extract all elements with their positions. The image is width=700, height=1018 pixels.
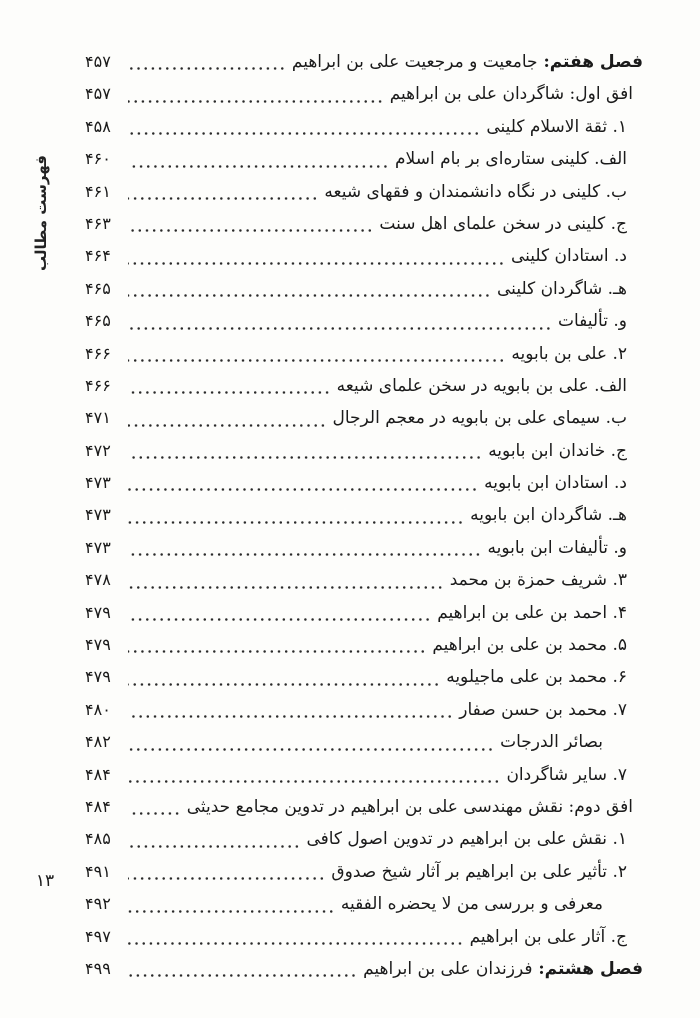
toc-entry-title (506, 759, 627, 791)
toc-entry-page-number: ۴۶۴ (85, 246, 111, 266)
toc-entry-title (459, 694, 627, 726)
toc-entry-title (558, 305, 627, 337)
toc-entry-title (470, 921, 627, 953)
toc-entry (85, 305, 643, 337)
toc-entry-title-text: ۷. سایر شاگردان (506, 764, 627, 785)
toc-entry (85, 629, 643, 661)
toc-entry-title-text: ۵. محمد بن علی بن ابراهیم (432, 635, 627, 656)
toc-entry-title-text: هـ. شاگردان ابن بابویه (470, 505, 627, 526)
dot-leader (128, 499, 464, 531)
toc-entry-title (363, 953, 643, 985)
toc-entry-page-number: ۴۶۵ (85, 311, 111, 331)
toc-entry-page-number: ۴۹۷ (85, 926, 111, 946)
toc-entry (85, 564, 643, 596)
toc-entry-page-number: ۴۵۷ (85, 84, 111, 104)
toc-entry-page-number: ۴۷۳ (85, 537, 111, 557)
toc-entry (85, 597, 643, 629)
toc-entry-title-text: ۱. نقش علی بن ابراهیم در تدوین اصول کافی (306, 829, 627, 850)
toc-entry-title (337, 370, 627, 402)
dot-leader (128, 111, 480, 143)
dot-leader (128, 532, 482, 564)
toc-entry-title-text: هـ. شاگردان کلینی (497, 278, 627, 299)
dot-leader (128, 726, 494, 758)
dot-leader (128, 435, 482, 467)
dot-leader (128, 921, 464, 953)
toc-entry-page-number: ۴۸۵ (85, 829, 111, 849)
toc-entry-title-text: و. تألیفات (557, 311, 627, 332)
toc-entry-title (484, 467, 627, 499)
toc-entry-page-number: ۴۸۴ (85, 764, 111, 784)
toc-entry-title-text: بصائر الدرجات (500, 732, 603, 753)
toc-entry-page-number: ۴۸۰ (85, 699, 111, 719)
dot-leader (128, 759, 500, 791)
toc-list (0, 46, 700, 985)
toc-entry (85, 402, 643, 434)
toc-entry (85, 467, 643, 499)
dot-leader (128, 240, 505, 272)
toc-entry-page-number: ۴۷۹ (85, 635, 111, 655)
folio-page-number: ۱۳ (35, 871, 55, 891)
toc-entry-title-text: افق دوم: نقش مهندسی علی بن ابراهیم در تدوین مجامع حدیثی (186, 796, 633, 817)
toc-entry (85, 694, 643, 726)
toc-entry-title-text: ۳. شریف حمزة بن محمد (449, 570, 627, 591)
toc-entry (85, 823, 643, 855)
toc-entry-page-number: ۴۹۹ (85, 958, 111, 978)
dot-leader (128, 273, 491, 305)
toc-entry (85, 953, 643, 985)
toc-entry (85, 338, 643, 370)
toc-entry-page-number: ۴۶۵ (85, 278, 111, 298)
toc-entry-title (331, 856, 627, 888)
dot-leader (128, 953, 357, 985)
toc-entry-title (292, 46, 643, 78)
sidebar-running-title: فهرست مطالب (32, 155, 50, 271)
toc-entry-title (470, 499, 627, 531)
toc-entry (85, 78, 643, 110)
toc-entry-title-text: ۲. تأثیر علی بن ابراهیم بر آثار شیخ صدوق (331, 861, 627, 882)
toc-entry-title-text: افق اول: شاگردان علی بن ابراهیم (389, 84, 633, 105)
toc-entry (85, 240, 643, 272)
toc-entry-title-text: ج. خاندان ابن بابویه (488, 440, 627, 461)
toc-entry (85, 46, 643, 78)
toc-entry (85, 921, 643, 953)
toc-entry-title (497, 273, 627, 305)
dot-leader (128, 661, 440, 693)
dot-leader (128, 370, 331, 402)
toc-entry-title (341, 888, 603, 920)
toc-entry-title (390, 78, 633, 110)
toc-entry-title-text: ج. کلینی در سخن علمای اهل سنت (379, 213, 627, 234)
toc-entry-title (511, 338, 627, 370)
dot-leader (128, 888, 335, 920)
toc-entry-page-number: ۴۶۳ (85, 213, 111, 233)
toc-entry-page-number: ۴۵۸ (85, 116, 111, 136)
toc-entry-title-text: ۶. محمد بن علی ماجیلویه (446, 667, 627, 688)
dot-leader (128, 46, 286, 78)
toc-entry (85, 791, 643, 823)
toc-entry-title-text: د. استادان ابن بابویه (484, 473, 627, 494)
toc-entry-title (437, 597, 627, 629)
dot-leader (128, 208, 373, 240)
toc-entry-page-number: ۴۷۹ (85, 602, 111, 622)
toc-entry-title-text: ب. سیمای علی بن بابویه در معجم الرجال (332, 408, 627, 429)
toc-entry-title (446, 661, 627, 693)
toc-entry-title-text: ج. آثار علی بن ابراهیم (469, 926, 627, 947)
toc-entry-page-number: ۴۷۳ (85, 473, 111, 493)
toc-entry-title-text: ۷. محمد بن حسن صفار (459, 699, 627, 720)
toc-entry (85, 111, 643, 143)
toc-entry-page-number: ۴۷۱ (85, 408, 111, 428)
toc-entry-title-text: جامعیت و مرجعیت علی بن ابراهیم (291, 52, 538, 72)
toc-entry-page-number: ۴۸۲ (85, 732, 111, 752)
toc-entry-title (324, 176, 627, 208)
toc-entry-title (511, 240, 627, 272)
toc-entry-page-number: ۴۷۹ (85, 667, 111, 687)
dot-leader (128, 856, 325, 888)
toc-entry-title-text: فرزندان علی بن ابراهیم (363, 958, 533, 979)
dot-leader (128, 823, 300, 855)
toc-entry-page-number: ۴۹۲ (85, 894, 111, 914)
dot-leader (128, 338, 505, 370)
dot-leader (128, 791, 181, 823)
toc-entry (85, 176, 643, 208)
dot-leader (128, 629, 426, 661)
toc-entry-chapter-prefix: فصل هشتم: (532, 958, 643, 979)
toc-entry-title (332, 402, 627, 434)
toc-entry-chapter-prefix: فصل هفتم: (537, 52, 643, 72)
toc-entry (85, 532, 643, 564)
toc-entry (85, 661, 643, 693)
dot-leader (128, 143, 389, 175)
dot-leader (128, 305, 552, 337)
toc-entry-page-number: ۴۶۰ (85, 149, 111, 169)
toc-entry-title-text: ب. کلینی در نگاه دانشمندان و فقهای شیعه (324, 181, 627, 202)
toc-entry-title (306, 823, 627, 855)
toc-entry-title-text: ۱. ثقة الاسلام کلینی (486, 116, 627, 137)
toc-entry (85, 273, 643, 305)
toc-entry-page-number: ۴۷۳ (85, 505, 111, 525)
toc-entry-title (486, 111, 627, 143)
dot-leader (128, 694, 453, 726)
toc-entry-title (187, 791, 633, 823)
toc-entry-title (500, 726, 603, 758)
dot-leader (128, 467, 478, 499)
toc-entry (85, 499, 643, 531)
toc-entry-page-number: ۴۷۲ (85, 440, 111, 460)
toc-entry-title-text: د. استادان کلینی (511, 246, 627, 267)
toc-entry-page-number: ۴۶۶ (85, 375, 111, 395)
toc-entry-title-text: معرفی و بررسی من لا یحضره الفقیه (340, 894, 603, 915)
toc-entry (85, 759, 643, 791)
toc-entry (85, 143, 643, 175)
toc-entry-title (488, 435, 627, 467)
toc-entry (85, 888, 643, 920)
toc-entry-page-number: ۴۵۷ (85, 52, 111, 71)
toc-entry-title-text: ۴. احمد بن علی بن ابراهیم (437, 602, 627, 623)
toc-entry-title-text: الف. کلینی ستاره‌ای بر بام اسلام (395, 149, 627, 170)
toc-entry (85, 726, 643, 758)
toc-entry-title-text: و. تألیفات ابن بابویه (487, 537, 627, 558)
dot-leader (128, 402, 326, 434)
toc-entry-title (395, 143, 627, 175)
toc-entry-title (379, 208, 627, 240)
toc-entry-title (450, 564, 627, 596)
toc-entry (85, 435, 643, 467)
toc-entry-title (488, 532, 628, 564)
toc-entry-title-text: ۲. علی بن بابویه (511, 343, 627, 364)
dot-leader (128, 564, 444, 596)
toc-entry (85, 370, 643, 402)
dot-leader (128, 176, 318, 208)
toc-entry-page-number: ۴۹۱ (85, 861, 111, 881)
toc-entry-page-number: ۴۷۸ (85, 570, 111, 590)
toc-entry (85, 856, 643, 888)
toc-entry-page-number: ۴۶۱ (85, 181, 111, 201)
toc-entry-page-number: ۴۸۴ (85, 796, 111, 816)
dot-leader (128, 78, 384, 110)
toc-entry-title (432, 629, 627, 661)
toc-entry-title-text: الف. علی بن بابویه در سخن علمای شیعه (336, 375, 627, 396)
toc-entry-page-number: ۴۶۶ (85, 343, 111, 363)
toc-entry (85, 208, 643, 240)
dot-leader (128, 597, 431, 629)
